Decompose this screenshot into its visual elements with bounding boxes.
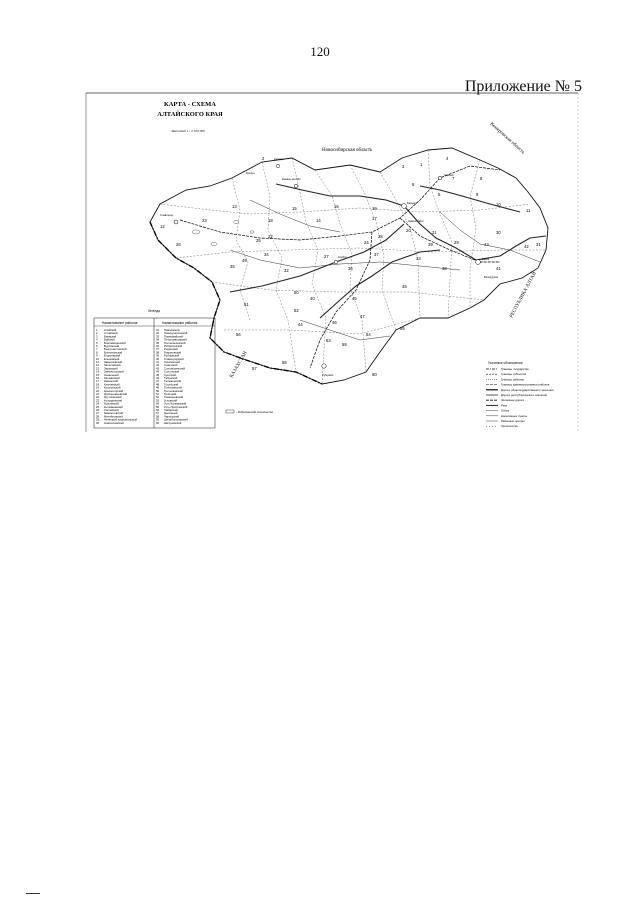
svg-text:39: 39 [428,242,433,247]
district-name-left: Красногорский [104,388,124,393]
district-name-left: Заринский [104,366,118,371]
svg-text:Славгород: Славгород [160,214,173,217]
roads [230,200,540,340]
district-name-right: Петропавловский [164,337,187,342]
region-novosibirsk-label: Новосибирская область [322,148,373,153]
svg-text:46: 46 [332,320,337,325]
district-number-right: 54 [156,401,160,406]
district-number-left: 4 [96,337,98,342]
page-number: 120 [310,44,330,59]
svg-text:59: 59 [342,342,347,347]
region-kemerovo-label: Кемеровская область [488,121,526,156]
svg-text:Бийск: Бийск [482,258,490,261]
svg-text:21: 21 [432,230,437,235]
district-number-right: 41 [156,360,160,364]
district-number-right: 42 [156,363,160,368]
district-number-right: 35 [156,340,160,345]
district-number-right: 37 [156,347,160,352]
district-number-right: 57 [156,411,160,416]
svg-text:3: 3 [402,164,405,169]
district-name-right: Советский [164,363,178,368]
svg-text:20: 20 [406,228,411,233]
district-number-right: 38 [156,350,160,355]
legend-symbol-label: Границы районов [501,377,524,382]
district-name-right: Смоленский [164,360,180,364]
svg-text:47: 47 [360,314,365,319]
svg-text:53: 53 [326,338,331,343]
river-charysh [320,250,440,318]
svg-text:36: 36 [348,266,353,271]
district-name-left: Змеиногорский [104,369,124,374]
svg-text:28: 28 [378,234,383,239]
region-altai-republic-label: РЕСПУБЛИКА АЛТАЙ [509,271,538,319]
appendix-label: Приложение № 5 [464,78,582,95]
svg-text:29: 29 [454,240,459,245]
svg-text:35: 35 [230,264,235,269]
district-name-right: Третьяковский [164,388,183,393]
district-names-right [156,328,188,425]
legend-symbol-label: Озёра [501,408,510,413]
svg-text:24: 24 [364,240,369,245]
district-name-right: Шелаболихинский [164,417,188,422]
district-number-right: 34 [156,337,160,342]
district-number-right: 31 [156,328,160,332]
district-number-left: 27 [96,411,100,416]
district-number-left: 12 [96,363,100,368]
district-name-left: Крутихинский [104,395,122,400]
district-number-left: 29 [96,417,100,422]
district-name-left: Бурлинский [104,344,120,348]
district-name-left: Алейский [104,328,117,332]
svg-text:2: 2 [262,156,265,161]
district-name-right: Усть-Пристанский [164,404,188,409]
district-name-left: Завьяловский [104,360,123,364]
legend-symbol-label: Дороги республиканского значения [501,393,547,397]
district-name-right: Родинский [164,347,178,352]
leshoz-note [226,410,274,414]
symbols-header: Условные обозначения [488,361,523,365]
svg-text:32: 32 [284,268,289,273]
district-name-right: Тогульский [164,382,179,387]
district-names-left [96,328,137,425]
district-number-left: 24 [96,401,100,406]
district-name-right: Романовский [164,350,182,355]
svg-text:4: 4 [446,156,449,161]
svg-text:37: 37 [374,252,379,257]
district-name-left: Ключевский [104,382,120,387]
svg-text:51: 51 [244,302,249,307]
svg-text:10: 10 [496,202,501,207]
district-number-left: 16 [96,376,100,380]
district-number-left: 14 [96,369,100,374]
district-number-right: 45 [156,372,160,377]
district-number-right: 46 [156,376,160,380]
district-name-right: Чарышский [164,414,179,419]
svg-text:9: 9 [476,192,479,197]
district-number-right: 39 [156,353,160,358]
legend-symbol-label: Дороги общегосударственного значения [501,387,554,392]
district-number-right: 44 [156,369,160,374]
svg-text:44: 44 [298,322,303,327]
svg-text:41: 41 [496,266,501,271]
district-number-left: 23 [96,398,100,403]
district-number-right: 43 [156,366,160,371]
district-number-right: 50 [156,388,160,393]
legend-symbol-label: Районные центры [501,419,525,423]
district-name-left: Локтевский [104,408,119,412]
district-number-right: 55 [156,404,160,409]
svg-text:33: 33 [416,256,421,261]
svg-text:45: 45 [352,296,357,301]
district-numbers [160,156,541,377]
district-name-left: Егорьевский [104,353,121,358]
district-number-right: 60 [156,420,160,425]
river-ob [276,184,500,260]
district-name-right: Целинный [164,411,178,416]
symbols-list [486,367,554,428]
map-title-line2: АЛТАЙСКОГО КРАЯ [157,111,223,118]
district-name-left: Мамонтовский [104,411,123,416]
map-title-line1: КАРТА - СХЕМА [164,101,216,108]
svg-text:6: 6 [412,182,415,187]
district-number-right: 59 [156,417,160,422]
legend-symbol-label: Границы административных районов [501,382,550,387]
svg-text:7: 7 [452,176,455,181]
district-name-left: Залесовский [104,363,121,368]
svg-text:42: 42 [524,244,529,249]
district-name-left: Алтайский [104,331,118,336]
legend-symbol-label: Реки [501,403,508,408]
svg-text:Рубцовск: Рубцовск [322,374,334,377]
district-name-left: Косихинский [104,385,121,390]
district-legend-table [94,309,215,428]
district-number-left: 30 [96,420,100,425]
district-name-left: Кытмановский [104,404,123,409]
svg-text:Заринск: Заринск [444,174,454,177]
district-name-right: Угловский [164,398,178,403]
svg-text:49: 49 [242,258,247,263]
district-number-left: 13 [96,366,100,371]
district-legend-header: Легенда [147,309,161,313]
district-name-right: Панкрушихинский [164,331,188,336]
district-name-right: Рубцовский [164,353,180,358]
svg-text:1: 1 [420,162,423,167]
svg-text:18: 18 [268,218,273,223]
district-number-left: 17 [96,379,100,384]
district-number-right: 36 [156,344,160,348]
svg-text:5: 5 [438,192,441,197]
district-name-left: Ельцовский [104,356,120,361]
district-name-right: Шипуновский [164,420,182,425]
svg-text:15: 15 [292,206,297,211]
svg-text:Карасук: Карасук [274,158,284,161]
svg-text:25: 25 [256,238,261,243]
svg-text:Новоалтайск: Новоалтайск [408,220,424,223]
svg-text:17: 17 [372,216,377,221]
district-number-right: 58 [156,414,160,419]
district-name-right: Павловский [164,328,180,332]
svg-text:Барнаул: Барнаул [407,202,418,205]
svg-text:31: 31 [536,242,541,247]
district-number-left: 22 [96,395,100,400]
lakes [192,221,254,246]
district-name-right: Табунский [164,376,178,380]
region-kazakhstan-label: КАЗАХСТАН [229,350,249,379]
district-number-right: 33 [156,334,160,339]
svg-text:14: 14 [316,218,321,223]
district-number-left: 15 [96,372,100,377]
svg-text:40: 40 [310,296,315,301]
district-name-left: Благовещенский [104,340,126,345]
district-number-left: 6 [96,344,98,348]
district-name-right: Ребрихинский [164,344,183,348]
svg-text:30: 30 [496,230,501,235]
town-labels [160,157,499,377]
district-name-left: Новичихинский [104,420,124,425]
district-name-left: Краснощёковский [104,392,128,396]
district-name-right: Славгородский [164,356,184,361]
svg-text:26: 26 [176,242,181,247]
svg-text:55: 55 [400,326,405,331]
district-name-left: Михайловский [104,414,123,419]
svg-text:48: 48 [402,284,407,289]
svg-text:27: 27 [324,254,329,259]
district-number-left: 5 [96,340,98,345]
legend-symbol-label: Границы государства [501,367,529,371]
district-name-right: Солтонский [164,369,180,374]
district-number-right: 40 [156,356,160,361]
district-number-left: 3 [96,334,98,339]
district-number-right: 47 [156,379,160,384]
district-number-left: 9 [96,353,98,358]
district-name-left: Немецкий национальный [104,417,137,422]
district-name-left: Бийский [104,337,115,342]
district-number-left: 7 [96,347,98,352]
district-name-right: Поспелихинский [164,340,186,345]
svg-text:43: 43 [484,242,489,247]
district-number-left: 21 [96,392,100,396]
district-number-left: 11 [96,360,99,364]
district-number-left: 2 [96,331,98,336]
district-number-left: 8 [96,350,98,355]
district-number-right: 53 [156,398,160,403]
svg-text:34: 34 [264,252,269,257]
svg-text:57: 57 [252,366,257,371]
district-number-left: 28 [96,414,100,419]
district-name-right: Тюменцевский [164,395,184,400]
svg-text:11: 11 [526,208,531,213]
legend-symbol-label: Лесничества [501,424,518,429]
district-name-left: Волчихинский [104,350,123,355]
district-name-left: Каменский [104,379,118,384]
district-number-right: 51 [156,392,160,396]
svg-text:Алейск: Алейск [338,256,347,259]
district-name-right: Усть-Калманский [164,401,187,406]
district-name-right: Хабарский [164,408,178,412]
svg-text:54: 54 [366,332,371,337]
district-name-left: Калманский [104,376,120,380]
district-col-right-header: Наименование районов [162,321,198,325]
district-number-right: 49 [156,385,160,390]
svg-text:8: 8 [480,176,483,181]
svg-text:Камень-на-Оби: Камень-на-Оби [282,178,301,181]
district-name-right: Тальменский [164,379,181,384]
district-name-right: Троицкий [164,392,177,396]
district-number-left: 19 [96,385,100,390]
svg-text:19: 19 [372,206,377,211]
district-name-right: Топчихинский [164,385,182,390]
district-number-left: 20 [96,388,100,393]
svg-text:23: 23 [202,218,207,223]
svg-text:56: 56 [236,332,241,337]
district-name-left: Кулундинский [104,398,123,403]
district-name-right: Первомайский [164,334,183,339]
district-name-left: Зональный [104,372,119,377]
district-number-right: 48 [156,382,160,387]
footer-mark [26,893,40,894]
svg-text:50: 50 [294,290,299,295]
district-number-right: 32 [156,331,160,336]
legend-symbol-label: Населённые пункты [501,413,528,418]
district-name-left: Быстроистокский [104,347,127,352]
district-number-right: 52 [156,395,160,400]
district-name-left: Курьинский [104,401,119,406]
legend-symbol-label: Границы субъектов [501,372,527,377]
river-chumysh [420,186,520,212]
district-col-left-header: Наименование районов [102,321,138,325]
district-number-left: 18 [96,382,100,387]
svg-text:- Ребрихинский лесничество: - Ребрихинский лесничество [236,410,274,414]
district-number-left: 10 [96,356,100,361]
svg-text:22: 22 [268,234,273,239]
map-scale: Масштаб 1 : 2 500 000 [171,129,205,133]
svg-text:38: 38 [442,266,447,271]
district-number-left: 1 [96,328,98,332]
district-name-left: Баевский [104,334,117,339]
svg-text:13: 13 [232,204,237,209]
district-number-left: 25 [96,404,100,409]
svg-text:Белокуриха: Белокуриха [484,276,499,279]
svg-text:58: 58 [282,360,287,365]
svg-text:52: 52 [294,308,299,313]
svg-text:12: 12 [160,224,165,229]
legend-symbol-label: Железные дороги [501,398,525,403]
svg-text:Купино: Купино [246,172,255,175]
svg-text:16: 16 [334,204,339,209]
svg-text:60: 60 [372,372,377,377]
district-number-right: 56 [156,408,160,412]
symbols-legend [486,361,554,428]
district-name-right: Солонешенский [164,366,185,371]
district-name-right: Суетский [164,372,176,377]
district-number-left: 26 [96,408,100,412]
